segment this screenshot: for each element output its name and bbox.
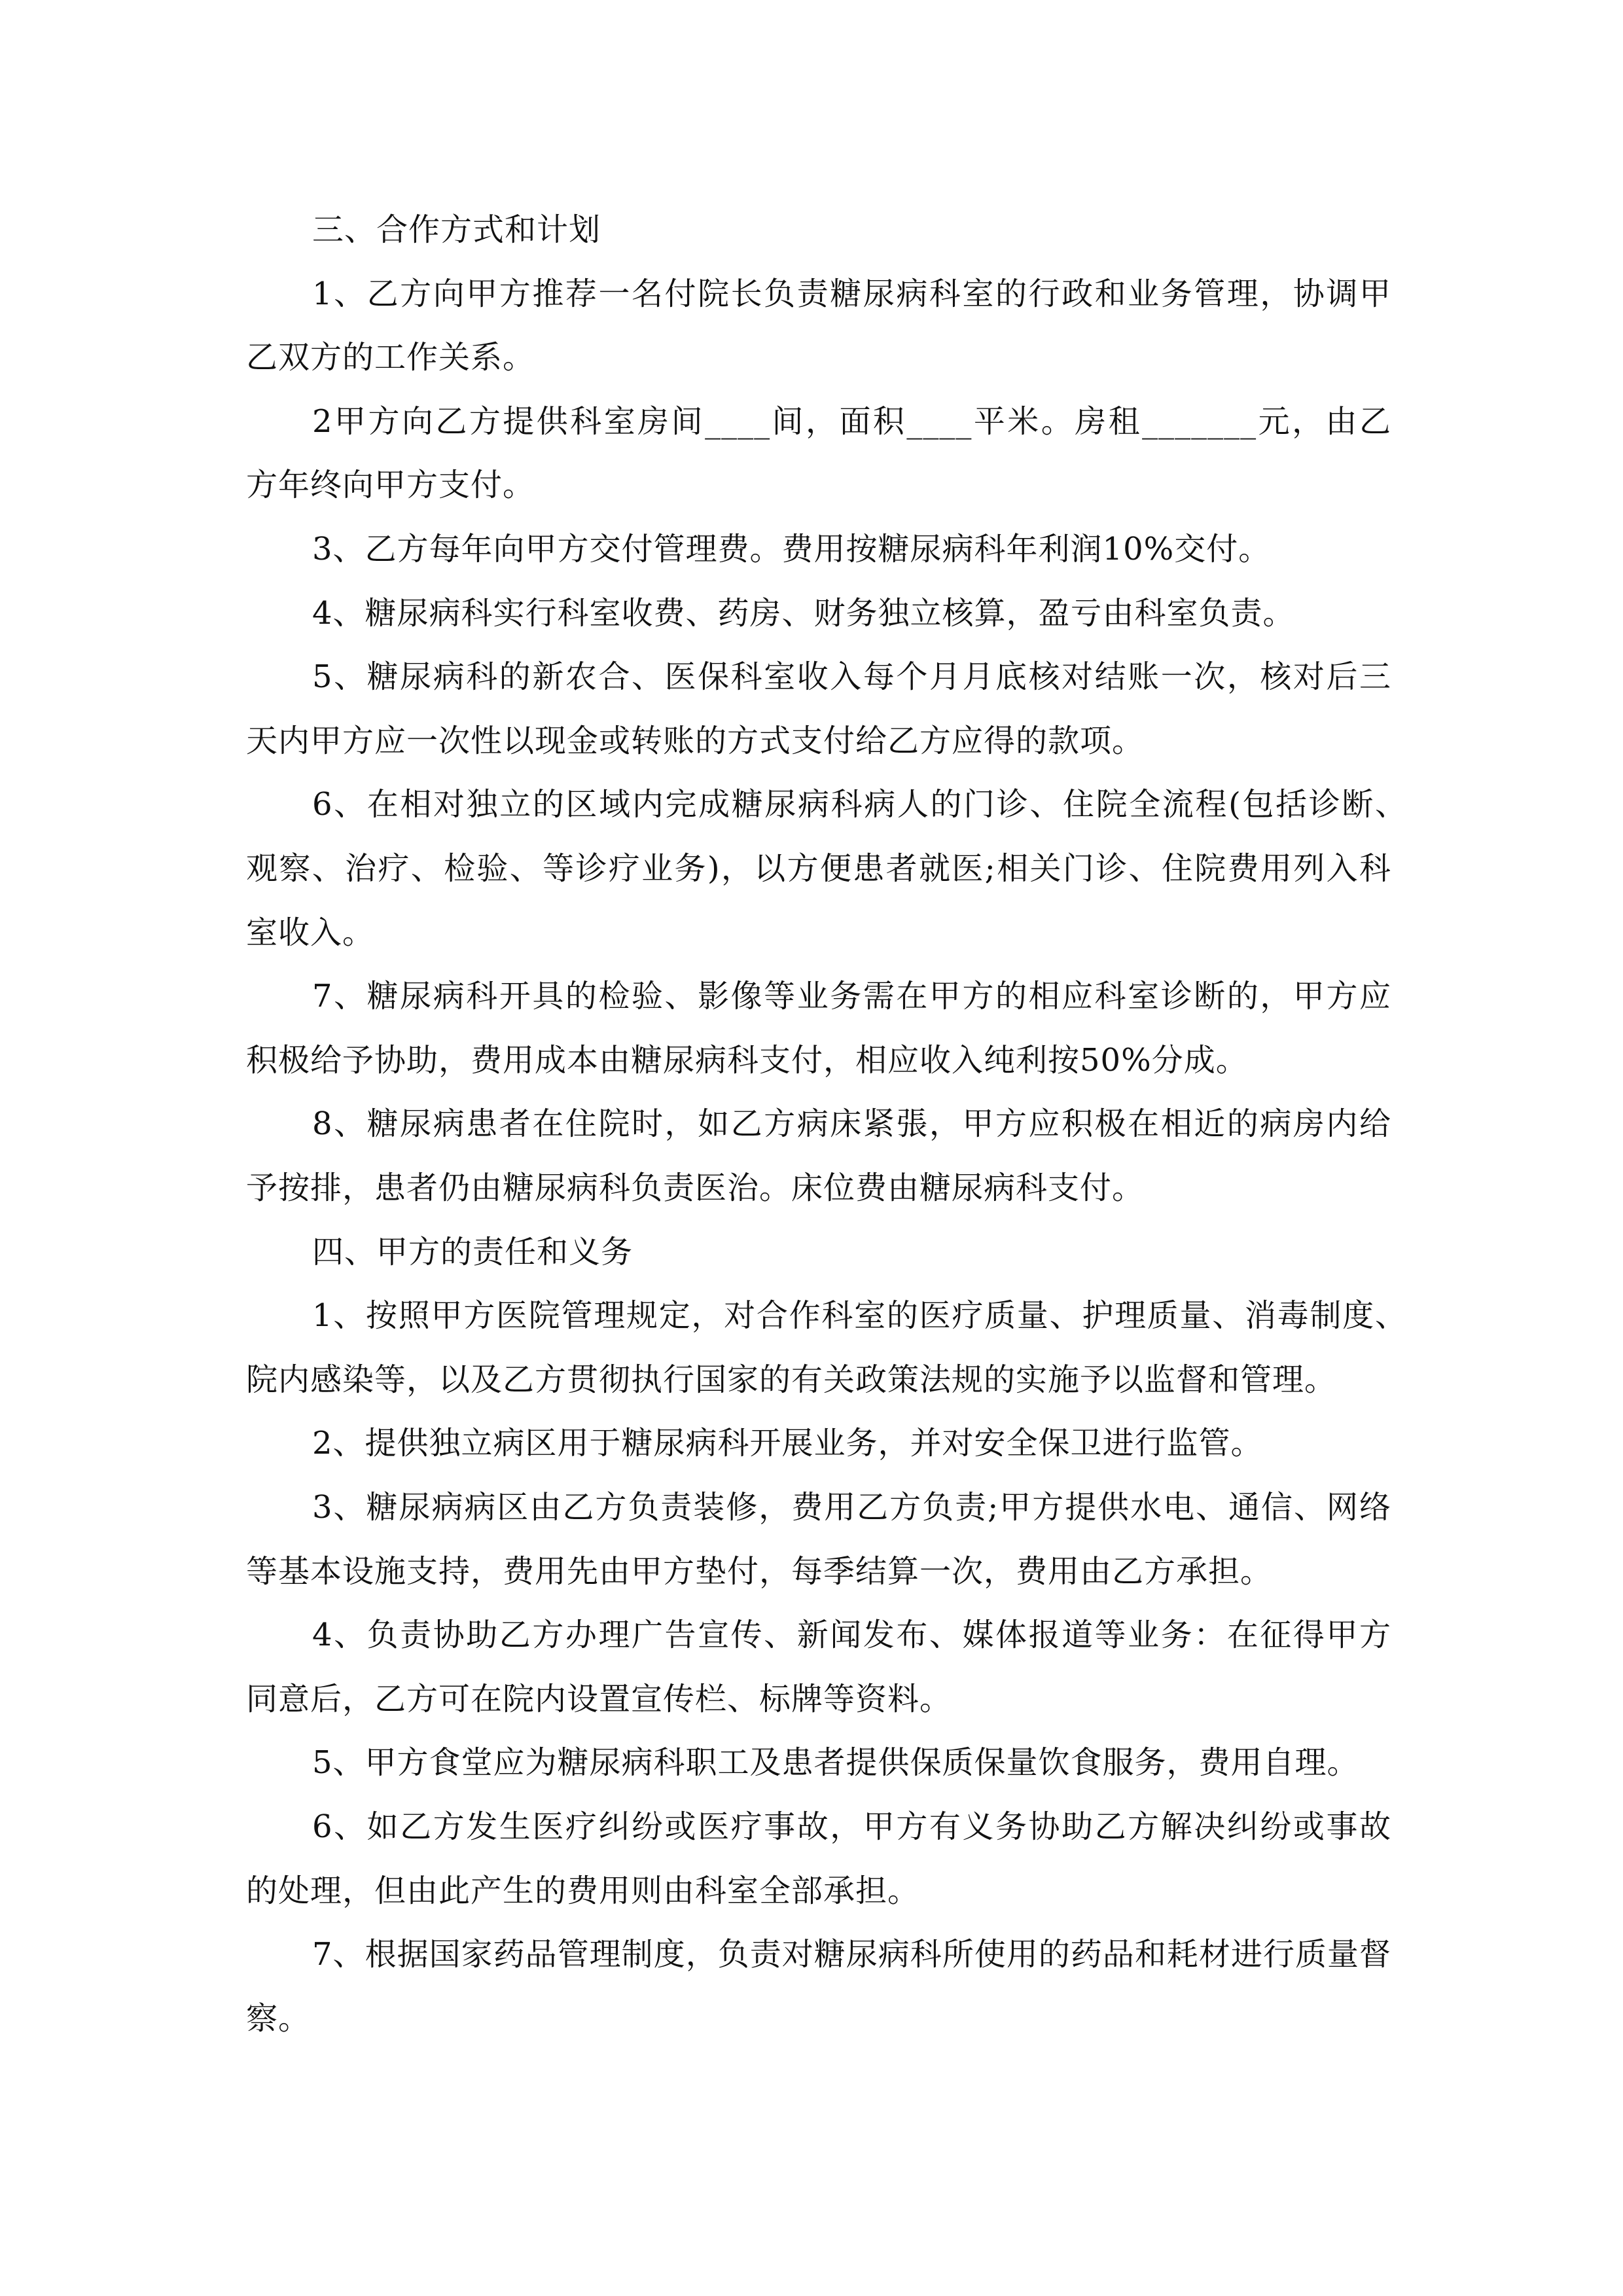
paragraph-line: 5、甲方食堂应为糖尿病科职工及患者提供保质保量饮食服务，费用自理。 [312,1744,1359,1782]
paragraph-line: 乙双方的工作关系。 [246,339,535,376]
paragraph-line: 3、糖尿病病区由乙方负责装修，费用乙方负责;甲方提供水电、通信、网络 [312,1489,1391,1526]
paragraph-line: 4、糖尿病科实行科室收费、药房、财务独立核算，盈亏由科室负责。 [312,594,1295,632]
paragraph-line: 3、乙方每年向甲方交付管理费。费用按糖尿病科年利润10%交付。 [312,531,1271,567]
paragraph-line: 8、糖尿病患者在住院时，如乙方病床紧張，甲方应积极在相近的病房内给 [312,1105,1391,1143]
paragraph-line: 5、糖尿病科的新农合、医保科室收入每个月月底核对结账一次，核对后三 [312,658,1391,696]
paragraph-line: 4、负责协助乙方办理广告宣传、新闻发布、媒体报道等业务：在征得甲方 [312,1617,1391,1654]
paragraph-line: 观察、治疗、检验、等诊疗业务)，以方便患者就医;相关门诊、住院费用列入科 [246,850,1391,887]
paragraph-line: 2、提供独立病区用于糖尿病科开展业务，并对安全保卫进行监管。 [312,1425,1263,1462]
paragraph-line: 6、在相对独立的区域内完成糖尿病科病人的门诊、住院全流程(包括诊断、 [312,786,1407,823]
paragraph-line: 予按排，患者仍由糖尿病科负责医治。床位费由糖尿病科支付。 [246,1170,1145,1206]
paragraph-line: 1、乙方向甲方推荐一名付院长负责糖尿病科室的行政和业务管理，协调甲 [312,275,1391,312]
section-heading: 四、甲方的责任和义务 [312,1233,633,1270]
paragraph-line: 室收入。 [246,914,375,951]
paragraph-line: 7、根据国家药品管理制度，负责对糖尿病科所使用的药品和耗材进行质量督 [312,1936,1391,1973]
section-heading: 三、合作方式和计划 [312,211,601,248]
paragraph-line: 积极给予协助，费用成本由糖尿病科支付，相应收入纯利按50%分成。 [246,1041,1248,1079]
paragraph-line: 同意后，乙方可在院内设置宣传栏、标牌等资料。 [246,1680,952,1717]
paragraph-line: 方年终向甲方支付。 [246,467,535,504]
paragraph-line: 的处理，但由此产生的费用则由科室全部承担。 [246,1872,920,1909]
paragraph-line: 等基本设施支持，费用先由甲方垫付，每季结算一次，费用由乙方承担。 [246,1552,1273,1590]
paragraph-line: 1、按照甲方医院管理规定，对合作科室的医疗质量、护理质量、消毒制度、 [312,1297,1407,1335]
paragraph-line: 察。 [246,2000,311,2037]
paragraph-line: 2甲方向乙方提供科室房间____间，面积____平米。房租_______元，由乙 [312,403,1391,440]
paragraph-line: 6、如乙方发生医疗纠纷或医疗事故，甲方有义务协助乙方解决纠纷或事故 [312,1808,1391,1845]
paragraph-line: 院内感染等，以及乙方贯彻执行国家的有关政策法规的实施予以监督和管理。 [246,1361,1337,1398]
paragraph-line: 天内甲方应一次性以现金或转账的方式支付给乙方应得的款项。 [246,722,1145,759]
paragraph-line: 7、糖尿病科开具的检验、影像等业务需在甲方的相应科室诊断的，甲方应 [312,978,1391,1015]
